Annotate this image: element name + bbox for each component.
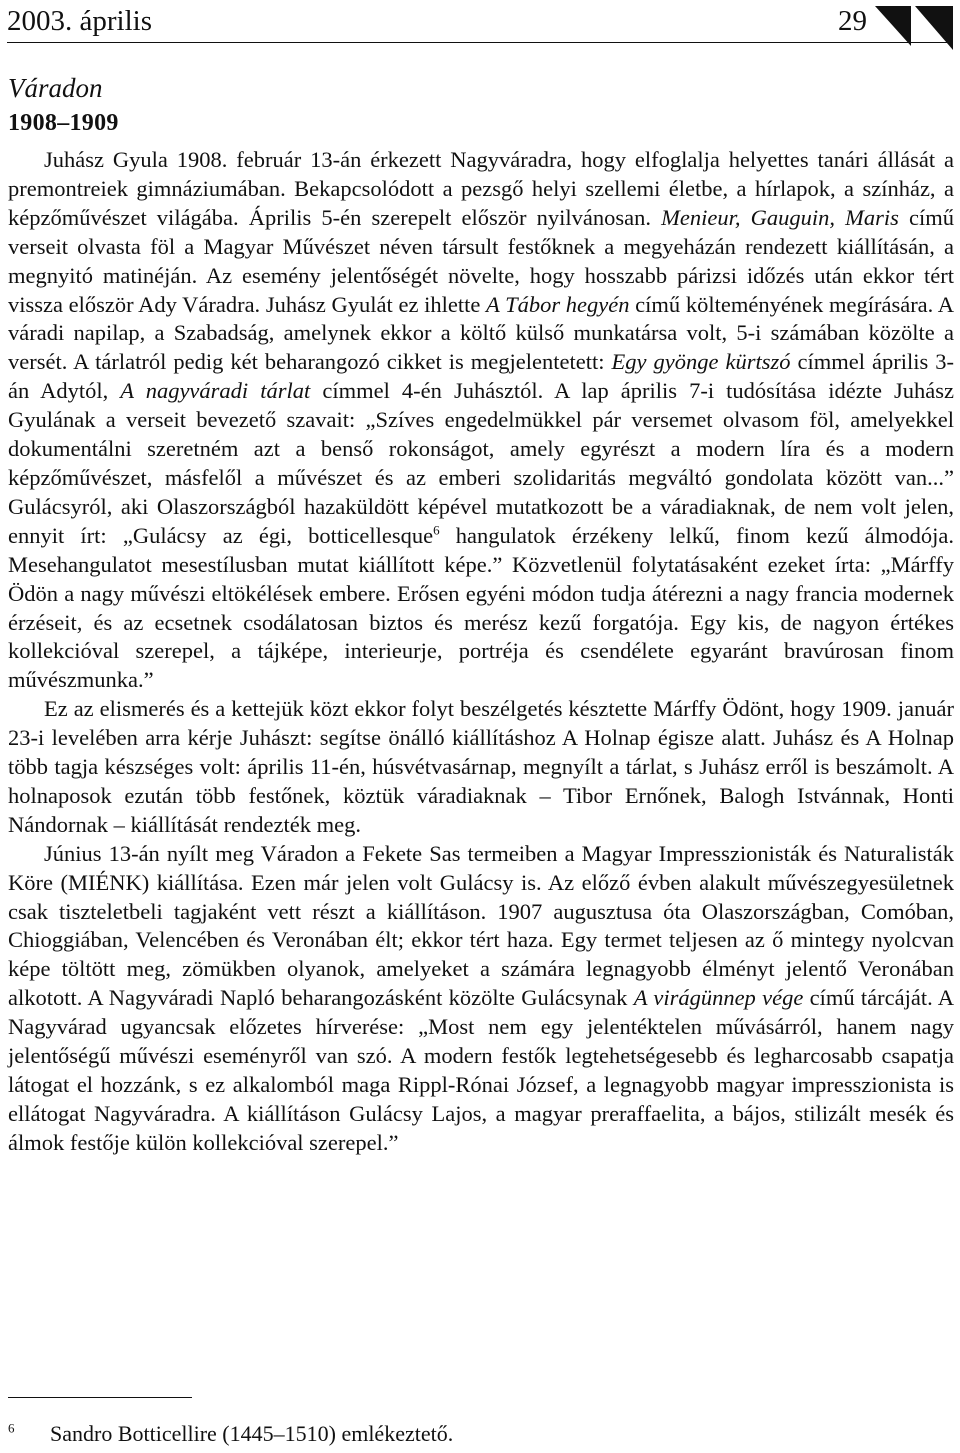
page-number: 29 xyxy=(838,5,867,37)
text-run: című költeményének megírására. A váradi napilap, a Szabadság, amelynek ekkor a költő külső munkatársa volt, 5-i számában közölte a versét. A tárlatról pedig két beharangozó cikket is megjelentetett: xyxy=(8,291,954,375)
header-date: 2003. április xyxy=(7,5,152,37)
italic-title: A virágünnep vége xyxy=(633,985,804,1011)
body-text xyxy=(8,146,954,1158)
paragraph xyxy=(8,695,954,840)
text-run: Ez az elismerés és a kettejük közt ekkor folyt beszélgetés késztette Márffy Ödönt, hogy 1909. január 23-i levelében arra kérje Juhászt: segítse önálló kiállításhoz A Holnap égisze alatt. Juhász és A Holnap több tagja készséges volt: április 11-én, húsvétvasárnap, megnyílt a tárlat, s Juhász erről is beszámolt. A holnaposok ezután több festőnek, köztük váradiaknak – Tibor Ernőnek, Balogh Istvánnak, Honti Nándornak – kiállítását rendezték meg. xyxy=(8,696,954,837)
italic-title: A Tábor hegyén xyxy=(486,291,630,317)
italic-title: Egy gyönge kürtszó xyxy=(611,349,791,375)
footnote-reference: 6 xyxy=(433,522,440,538)
text-run: című verseit olvasta föl a Magyar Művészet néven társult festőknek a megyeházán rendezett kiállításán, a megnyitó matinéján. Az esemény jelentőségét növelte, hogy hosszabb párizsi időzés után ekkor tért vissza először Ady Váradra. Juhász Gyulát ez ihlette xyxy=(8,204,954,317)
footnote-rule xyxy=(8,1397,192,1398)
text-run: címmel 4-én Juhásztól. A lap április 7-i tudósítása idézte Juhász Gyulának a verseit bevezető szavait: „Szíves engedelmükkel pár versemet olvasom föl, amelyekkel dokumentálni szeretném azt a benső rokonságot, amely egyrészt a modern líra és a modern képzőművészet, másfelől a művészet és az emberi szolidaritás megváltó gondolata között van...” Gulácsyról, aki Olaszországból hazaküldött képével mutatkozott be a váradiaknak, de nem volt jelen, ennyit írt: „Gulácsy az égi, botticellesque xyxy=(8,378,955,548)
italic-title: A nagyváradi tárlat xyxy=(120,378,311,404)
paragraph xyxy=(8,840,954,1158)
footnote-text: Sandro Botticellire (1445–1510) emlékeztető. xyxy=(50,1421,454,1446)
text-run: című tárcáját. A Nagyvárad ugyancsak előzetes hírverése: „Most nem egy jelentéktelen művásárról, hanem nagy jelentőségű művészi eseményről van szó. A modern festők legtehetségesebb és legharcosabb csapatja látogat el hozzánk, s ez alkalomból maga Rippl-Rónai József, a legnagyobb magyar impresszionista is ellátogat Nagyváradra. A kiállításon Gulácsy Lajos, a magyar preraffaelita, a bájos, stilizált mesék és álmok festője külön kollekcióval szerepel.” xyxy=(8,985,954,1155)
text-run: Június 13-án nyílt meg Váradon a Fekete Sas termeiben a Magyar Impresszionisták és Naturalisták Köre (MIÉNK) kiállítása. Ezen már jelen volt Gulácsy is. Az előző évben alakult művészegyesületnek csak tiszteletbeli tagjaként vett részt a kiállításon. 1907 augusztusa óta Olaszországban, Comóban, Chioggiában, Velencében és Veronában élt; ekkor tért haza. Egy termet teljesen az ő mintegy nyolcvan képe töltött meg, zömükben olyanok, amelyeket a számára legnagyobb élményt jelentő Veronában alkotott. A Nagyváradi Napló beharangozásként közölte Gulácsynak xyxy=(8,840,954,1011)
section-years: 1908–1909 xyxy=(8,110,119,136)
double-triangle-mark-icon xyxy=(875,6,953,52)
footnote xyxy=(8,1420,453,1448)
text-run: Juhász Gyula 1908. február 13-án érkezett Nagyváradra, hogy elfoglalja helyettes tanári állását a premontreiek gimnáziumában. Bekapcsolódott a pezsgő helyi szellemi életbe, a hírlapok, a színház, a képzőművészet világába. Április 5-én szerepelt először nyilvánosan. xyxy=(8,147,954,230)
footnote-number: 6 xyxy=(8,1420,15,1436)
text-run: címmel április 3-án Adytól, xyxy=(8,349,954,404)
section-title: Váradon xyxy=(8,73,103,103)
text-run: hangulatok érzékeny lelkű, finom kezű álmodója. Mesehangulatot mesestílusban mutat kiállított képe.” Közvetlenül folytatásaként ezeket írta: „Márffy Ödön a nagy művészi eltökélések embere. Erősen egyéni módon tudja átérezni a nagy francia modernek érzéseit, és az ecsetnek csodálatosan biztos és merész kezű forgatója. Egy kis, de nagyon értékes kollekcióval szerepel, a tájképe, interieurje, portréja és csendélete egyaránt bravúrosan finom művészmunka.” xyxy=(8,522,954,693)
italic-title: Menieur, Gauguin, Maris xyxy=(661,204,899,230)
paragraph xyxy=(8,146,954,695)
running-header xyxy=(7,2,953,43)
